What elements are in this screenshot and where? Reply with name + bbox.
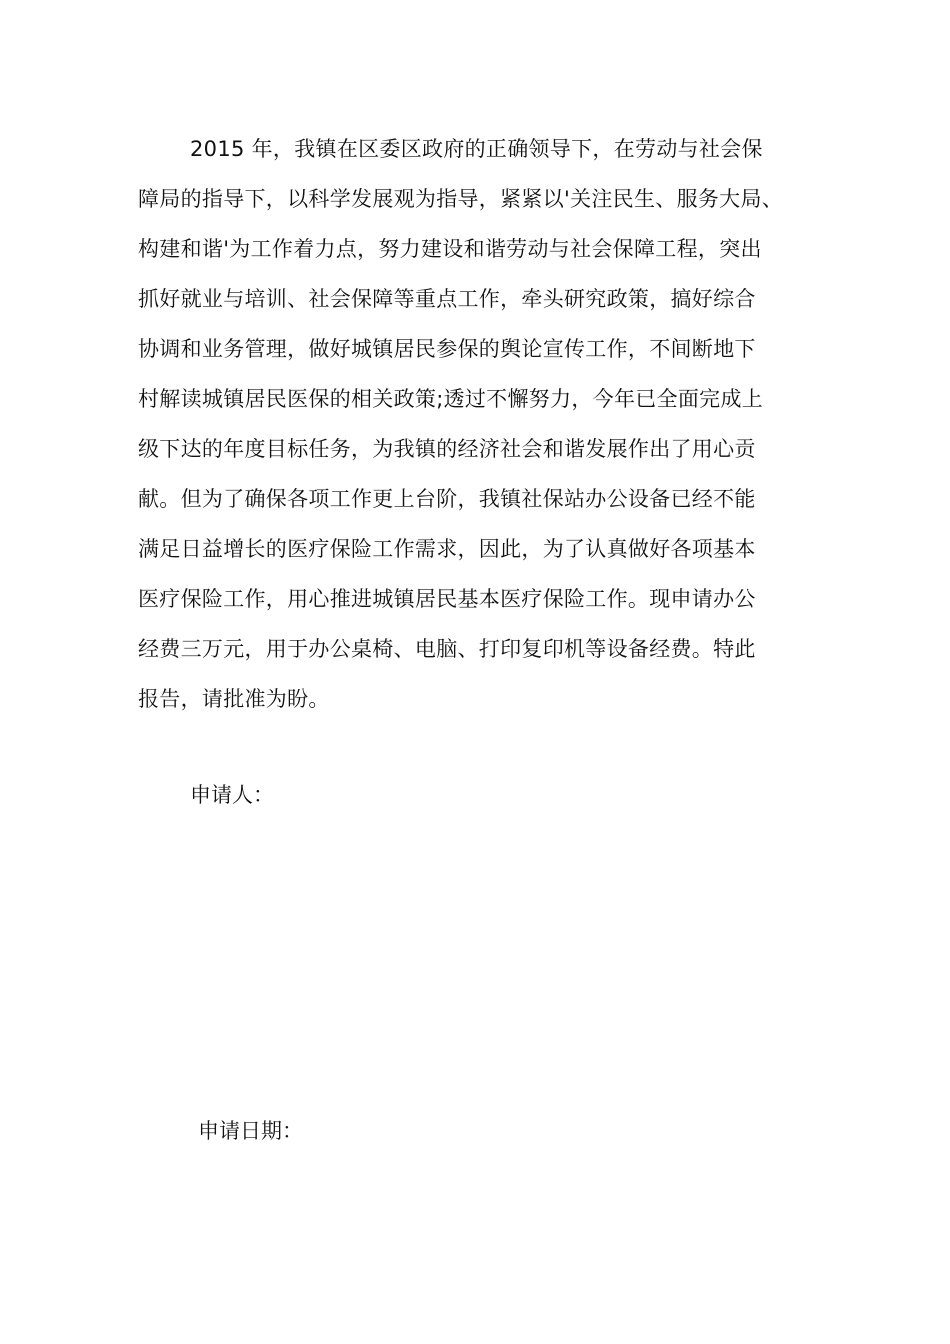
body-line-5: 协调和业务管理，做好城镇居民参保的舆论宣传工作，不间断地下: [138, 337, 756, 361]
body-line-7: 级下达的年度目标任务，为我镇的经济社会和谐发展作出了用心贡: [138, 437, 756, 461]
applicant-label: 申请人：: [190, 783, 274, 807]
body-line-1: 2015 年，我镇在区委区政府的正确领导下，在劳动与社会保: [190, 137, 763, 161]
body-line-2: 障局的指导下，以科学发展观为指导，紧紧以'关注民生、服务大局、: [138, 187, 784, 211]
body-line-12: 报告，请批准为盼。: [138, 687, 330, 711]
body-line-4: 抓好就业与培训、社会保障等重点工作，牵头研究政策，搞好综合: [138, 287, 756, 311]
body-line-3: 构建和谐'为工作着力点，努力建设和谐劳动与社会保障工程，突出: [138, 237, 762, 261]
application-date-label: 申请日期：: [198, 1119, 303, 1143]
body-line-11: 经费三万元，用于办公桌椅、电脑、打印复印机等设备经费。特此: [138, 637, 756, 661]
body-line-9: 满足日益增长的医疗保险工作需求，因此，为了认真做好各项基本: [138, 537, 756, 561]
body-line-10: 医疗保险工作，用心推进城镇居民基本医疗保险工作。现申请办公: [138, 587, 756, 611]
body-line-6: 村解读城镇居民医保的相关政策;透过不懈努力，今年已全面完成上: [138, 387, 764, 411]
body-line-8: 献。但为了确保各项工作更上台阶，我镇社保站办公设备已经不能: [138, 487, 756, 511]
